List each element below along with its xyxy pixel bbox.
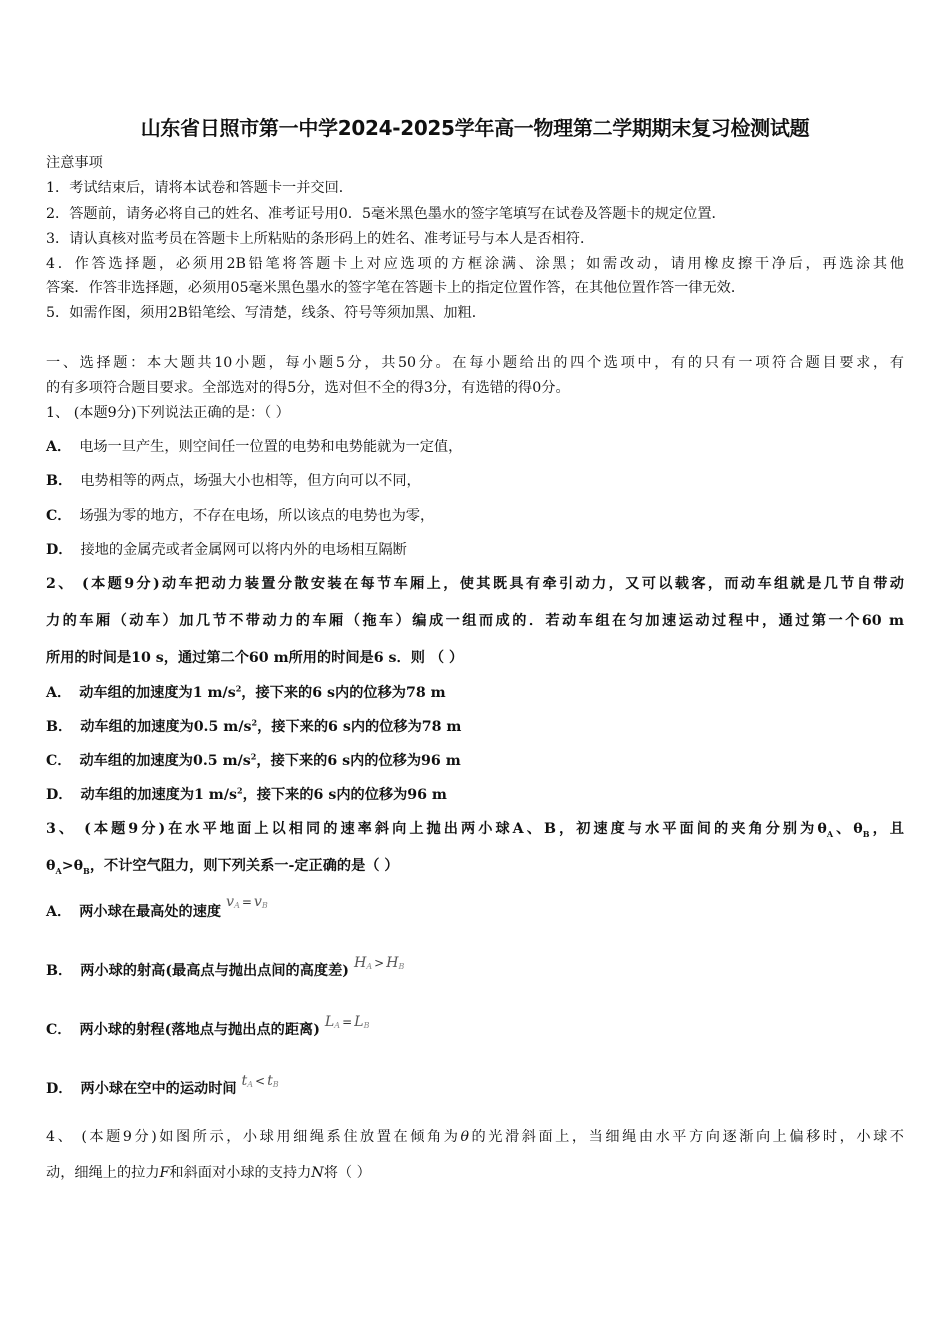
q3-stem-text: ，不计空气阻力，则下列关系一-定正确的是（ ） — [89, 858, 399, 874]
math-symbol: H — [386, 955, 399, 971]
q2-stem-cont: 力的车厢（动车）加几节不带动力的车厢（拖车）编成一组而成的．若动车组在匀加速运动过程中，通过第一个60 m — [46, 613, 904, 629]
math-symbol: t — [267, 1073, 273, 1089]
option-label: B． — [46, 473, 73, 489]
notes-item: 1．考试结束后，请将本试卷和答题卡一并交回． — [46, 180, 353, 196]
q2-stem: 2、 (本题9分)动车把动力装置分散安装在每节车厢上，使其既具有牵引动力，又可以载客，而动车组就是几节自带动 — [46, 576, 904, 592]
option-label: A． — [46, 904, 72, 920]
math-subscript: A — [334, 1021, 341, 1030]
notes-item: 2．答题前，请务必将自己的姓名、准考证号用0．5毫米黑色墨水的签字笔填写在试卷及答题卡的规定位置． — [46, 206, 726, 222]
math-symbol: v — [253, 894, 262, 910]
notes-item: 3．请认真核对监考员在答题卡上所粘贴的条形码上的姓名、准考证号与本人是否相符． — [46, 231, 595, 247]
q3-stem-text: 3、 (本题9分)在水平地面上以相同的速率斜向上抛出两小球A、B，初速度与水平面间的夹角分别为θ — [46, 821, 827, 837]
subscript: A — [55, 865, 62, 876]
formula — [242, 1073, 279, 1089]
option-label: C． — [46, 1022, 72, 1038]
q2-option-b — [46, 716, 461, 736]
option-label: D． — [46, 542, 73, 558]
math-symbol: θ — [460, 1129, 469, 1145]
q3-option-d — [46, 1073, 279, 1098]
math-subscript: B — [272, 1080, 279, 1089]
option-text: 两小球在空中的运动时间 — [80, 1081, 237, 1097]
math-symbol: L — [354, 1014, 364, 1030]
math-symbol: L — [324, 1014, 335, 1030]
q1-option-c — [46, 505, 434, 525]
q4-stem-text: 和斜面对小球的支持力 — [169, 1165, 312, 1181]
option-text: 动车组的加速度为1 m/s — [79, 685, 236, 701]
q3-stem-text: 、θ — [833, 821, 863, 837]
q3-stem-text: ，且 — [869, 821, 904, 837]
q2-option-c — [46, 750, 461, 770]
subscript: B — [83, 865, 90, 876]
formula — [354, 955, 404, 971]
math-symbol: t — [241, 1073, 248, 1089]
option-label: C． — [46, 753, 72, 769]
option-text: 两小球在最高处的速度 — [79, 904, 222, 920]
q4-stem-cont — [46, 1162, 371, 1182]
option-text: 动车组的加速度为0.5 m/s — [80, 719, 252, 735]
q3-option-c — [46, 1014, 370, 1039]
math-subscript: A — [247, 1080, 254, 1089]
option-text: 两小球的射程(落地点与抛出点的距离) — [79, 1022, 320, 1038]
math-relation: > — [374, 956, 385, 970]
notes-heading: 注意事项 — [46, 155, 103, 171]
option-label: D． — [46, 787, 73, 803]
option-label: D． — [46, 1081, 73, 1097]
option-label: A． — [46, 685, 72, 701]
math-relation: = — [241, 895, 252, 909]
math-relation: < — [255, 1074, 266, 1088]
q2-option-a — [46, 682, 446, 702]
option-text: 动车组的加速度为0.5 m/s — [79, 753, 251, 769]
q1-option-b — [46, 470, 421, 490]
math-subscript: B — [363, 1021, 370, 1030]
q4-stem-text: 的光滑斜面上，当细绳由水平方向逐渐向上偏移时，小球不 — [468, 1129, 904, 1145]
superscript: 2 — [237, 785, 243, 796]
q1-option-a — [46, 436, 462, 456]
option-text: 场强为零的地方，不存在电场，所以该点的电势也为零， — [79, 508, 435, 524]
option-label: C． — [46, 508, 72, 524]
option-text-cont: ，接下来的6 s内的位移为78 m — [241, 685, 446, 701]
option-text-cont: ，接下来的6 s内的位移为78 m — [257, 719, 462, 735]
q1-option-d — [46, 539, 407, 559]
math-symbol: F — [159, 1165, 170, 1181]
math-symbol: H — [353, 955, 367, 971]
q4-stem-text: 4、 (本题9分)如图所示，小球用细绳系住放置在倾角为 — [46, 1129, 461, 1145]
option-label: A． — [46, 439, 72, 455]
q2-stem-cont: 所用的时间是10 s，通过第二个60 m所用的时间是6 s．则 （ ） — [46, 650, 464, 666]
subscript: A — [826, 828, 834, 839]
subscript: B — [862, 828, 870, 839]
math-subscript: B — [261, 901, 268, 910]
q4-stem-text: 将（ ） — [323, 1165, 371, 1181]
option-text: 动车组的加速度为1 m/s — [80, 787, 237, 803]
notes-item: 答案．作答非选择题，必须用05毫米黑色墨水的签字笔在答题卡上的指定位置作答，在其他位置作答一律无效． — [46, 280, 746, 296]
option-label: B． — [46, 719, 73, 735]
option-label: B． — [46, 963, 73, 979]
formula — [325, 1014, 370, 1030]
option-text: 两小球的射高(最高点与抛出点间的高度差) — [80, 963, 349, 979]
section-intro: 一、选择题：本大题共10小题，每小题5分，共50分。在每小题给出的四个选项中，有的只有一项符合题目要求，有 — [46, 355, 904, 371]
superscript: 2 — [250, 751, 257, 762]
math-symbol: v — [226, 894, 235, 910]
q1-stem: 1、 (本题9分)下列说法正确的是：（ ） — [46, 405, 290, 421]
option-text: 电势相等的两点，场强大小也相等，但方向可以不同， — [80, 473, 421, 489]
math-subscript: A — [366, 962, 373, 971]
q3-option-a — [46, 894, 268, 921]
q3-stem — [46, 818, 904, 839]
q4-stem — [46, 1126, 904, 1146]
q3-stem-text: θ — [46, 858, 56, 874]
notes-item: 4．作答选择题，必须用2B铅笔将答题卡上对应选项的方框涂满、涂黑；如需改动，请用橡皮擦干净后，再选涂其他 — [46, 256, 904, 272]
option-text-cont: ，接下来的6 s内的位移为96 m — [242, 787, 447, 803]
math-subscript: B — [398, 962, 405, 971]
superscript: 2 — [235, 683, 242, 694]
formula — [226, 894, 268, 910]
q3-option-b — [46, 955, 405, 980]
math-subscript: A — [234, 901, 240, 910]
q3-stem-cont — [46, 855, 399, 876]
math-relation: = — [342, 1015, 353, 1029]
option-text: 接地的金属壳或者金属网可以将内外的电场相互隔断 — [80, 542, 407, 558]
notes-item: 5．如需作图，须用2B铅笔绘、写清楚，线条、符号等须加黑、加粗． — [46, 305, 486, 321]
section-intro-cont: 的有多项符合题目要求。全部选对的得5分，选对但不全的得3分，有选错的得0分。 — [46, 380, 570, 396]
q2-option-d — [46, 784, 447, 804]
superscript: 2 — [251, 717, 258, 728]
q3-stem-text: >θ — [61, 858, 84, 874]
option-text-cont: ，接下来的6 s内的位移为96 m — [256, 753, 461, 769]
math-symbol: N — [311, 1165, 324, 1181]
page-title: 山东省日照市第一中学2024-2025学年高一物理第二学期期末复习检测试题 — [140, 116, 810, 140]
q4-stem-text: 动，细绳上的拉力 — [46, 1165, 160, 1181]
option-text: 电场一旦产生，则空间任一位置的电势和电势能就为一定值， — [79, 439, 463, 455]
